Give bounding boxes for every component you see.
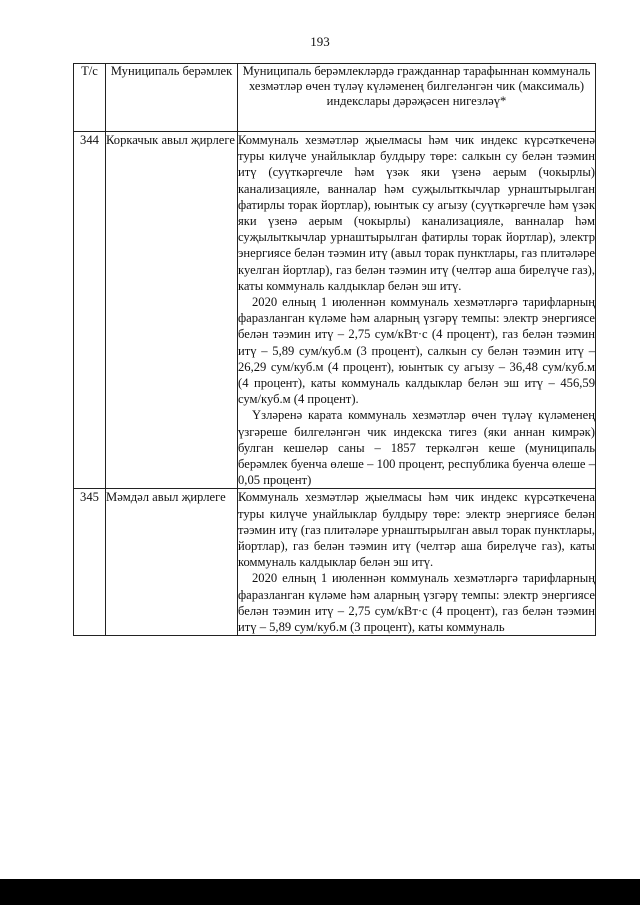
paragraph: Коммуналь хезмәтләр җыелмасы һәм чик индекс күрсәткеченә туры килүче унайлыклар булдыру төре: салкын су белән тәэмин итү (суүткәргечле һәм үзәк яки үзенә аерым (чокырлы) канализацияле, ванналар һәм суҗылыткычлар урнаштырылган фатирлы торак йортлар), юынтык су агызу (суүткәргечле һәм үзәк яки үзенә аерым (чокырлы) канализацияле, ванналар һәм суҗылыткычлар урнаштырылган фатирлы торак йортлар), электр энергиясе белән тәэмин итү (авыл торак пунктлары, газ плитәләре куелган йортлар), газ белән тәэмин итү (челтәр аша бирелүче газ), каты коммуналь калдыклар белән эш итү. <box>238 133 595 293</box>
header-municipality: Муниципаль берәмлек <box>106 64 238 132</box>
row-number: 344 <box>74 132 106 489</box>
paragraph: Үзләренә карата коммуналь хезмәтләр өчен түләү күләменең үзгәреше билгеләнгән чик индекска тигез (яки аннан кимрәк) булган кешеләр саны – 1857 теркәлгән кеше (муниципаль берәмлек буенча өлеше – 100 процент, республика буенча өлеше – 0,05 процент) <box>238 408 595 488</box>
table-row <box>74 132 596 489</box>
municipality-index-table <box>73 63 596 636</box>
paragraph: 2020 елның 1 июленнән коммуналь хезмәтләргә тарифларның фаразланган күләме һәм аларның үзгәрү темпы: электр энергиясе белән тәэмин итү – 2,75 сум/кВт·с (4 процент), газ белән тәэмин итү – 5,89 сум/куб.м (3 процент), салкын су белән тәэмин итү – 26,29 сум/куб.м (4 процент), юынтык су агызу – 36,48 сум/куб.м (4 процент), каты коммуналь калдыклар белән эш итү – 456,59 сум/куб.м (4 процент). <box>238 295 595 407</box>
municipality-name: Коркачык авыл җирлеге <box>106 132 238 489</box>
index-description <box>238 132 596 489</box>
index-description <box>238 489 596 636</box>
table-header-row <box>74 64 596 132</box>
header-indices: Муниципаль берәмлекләрдә гражданнар тарафыннан коммуналь хезмәтләр өчен түләү күләменең билгеләнгән чик (максималь) индекслары дәрәҗәсен нигезләү* <box>238 64 596 132</box>
row-number: 345 <box>74 489 106 636</box>
paragraph: Коммуналь хезмәтләр җыелмасы һәм чик индекс күрсәткечена туры килүче унайлыклар булдыру төре: электр энергиясе белән тәэмин итү (газ плитәләре урнаштырылган авыл торак пунктлары, йортлар), газ белән тәэмин итү (челтәр аша бирелүче газ), каты коммуналь калдыклар белән эш итү. <box>238 490 595 570</box>
municipality-name: Мәмдәл авыл җирлеге <box>106 489 238 636</box>
table-row <box>74 489 596 636</box>
scan-edge-band <box>0 879 640 905</box>
paragraph: 2020 елның 1 июленнән коммуналь хезмәтләргә тарифларның фаразланган күләме һәм аларның үзгәрү темпы: электр энергиясе белән тәэмин итү – 2,75 сум/кВт·с (4 процент), газ белән тәэмин итү – 5,89 сум/куб.м (3 процент), каты коммуналь <box>238 571 595 635</box>
page-number: 193 <box>310 34 330 49</box>
header-num: Т/с <box>74 64 106 132</box>
